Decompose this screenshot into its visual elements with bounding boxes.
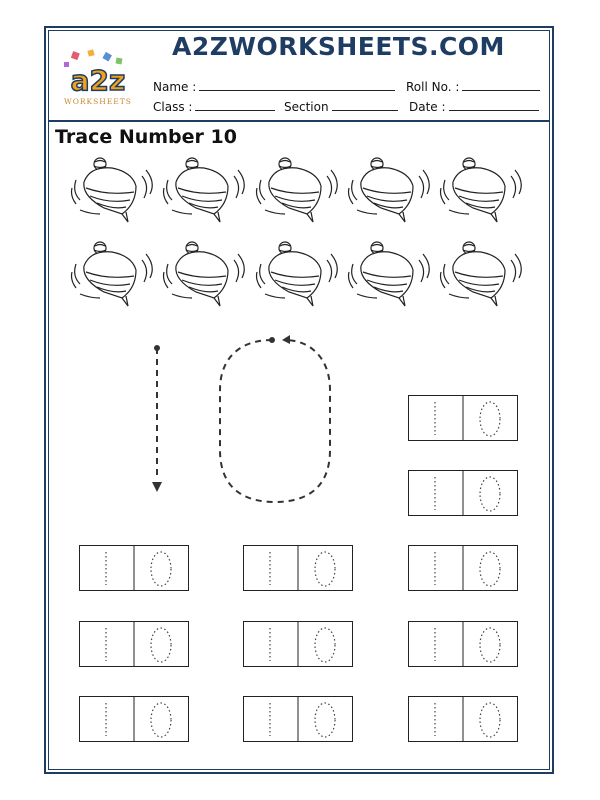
trace-box[interactable] [243,545,353,591]
spinning-top-icon [439,236,525,308]
picture-row [70,152,525,224]
spinning-top-icon [70,152,156,224]
arrow-left-icon [282,335,290,344]
section-label: Section [284,100,329,114]
trace-box[interactable] [79,621,189,667]
name-line[interactable] [199,80,395,91]
spinning-top-icon [347,152,433,224]
start-dot-icon [154,345,160,351]
spinning-top-icon [70,236,156,308]
trace-box[interactable] [243,696,353,742]
section-line[interactable] [332,100,398,111]
trace-box[interactable] [408,621,518,667]
spinning-top-icon [439,152,525,224]
class-line[interactable] [195,100,275,111]
picture-row [70,236,525,308]
trace-box[interactable] [79,696,189,742]
spinning-top-icon [162,236,248,308]
date-line[interactable] [449,100,539,111]
name-field [153,80,395,94]
spinning-top-icon [255,152,341,224]
start-dot-icon [269,337,275,343]
trace-box[interactable] [408,470,518,516]
name-label: Name : [153,80,197,94]
trace-box[interactable] [408,395,518,441]
spinning-top-icon [255,236,341,308]
page-title: Trace Number 10 [55,126,237,148]
class-field [153,100,275,114]
section-field [284,100,398,114]
logo-subtext: WORKSHEETS [64,97,132,106]
trace-box[interactable] [243,621,353,667]
trace-box[interactable] [79,545,189,591]
logo-text: a2z [70,64,126,97]
date-label: Date : [409,100,446,114]
arrow-down-icon [152,482,162,492]
class-label: Class : [153,100,193,114]
trace-box[interactable] [408,696,518,742]
date-field [409,100,539,114]
site-logo [58,48,138,110]
roll-field [406,80,540,94]
header-divider [48,120,550,122]
spinning-top-icon [347,236,433,308]
site-title: A2ZWORKSHEETS.COM [172,32,505,61]
picture-grid [70,152,530,320]
roll-label: Roll No. : [406,80,460,94]
spinning-top-icon [162,152,248,224]
trace-stroke-zero[interactable] [220,340,330,502]
big-trace-number[interactable] [130,330,350,510]
trace-box[interactable] [408,545,518,591]
roll-line[interactable] [462,80,540,91]
